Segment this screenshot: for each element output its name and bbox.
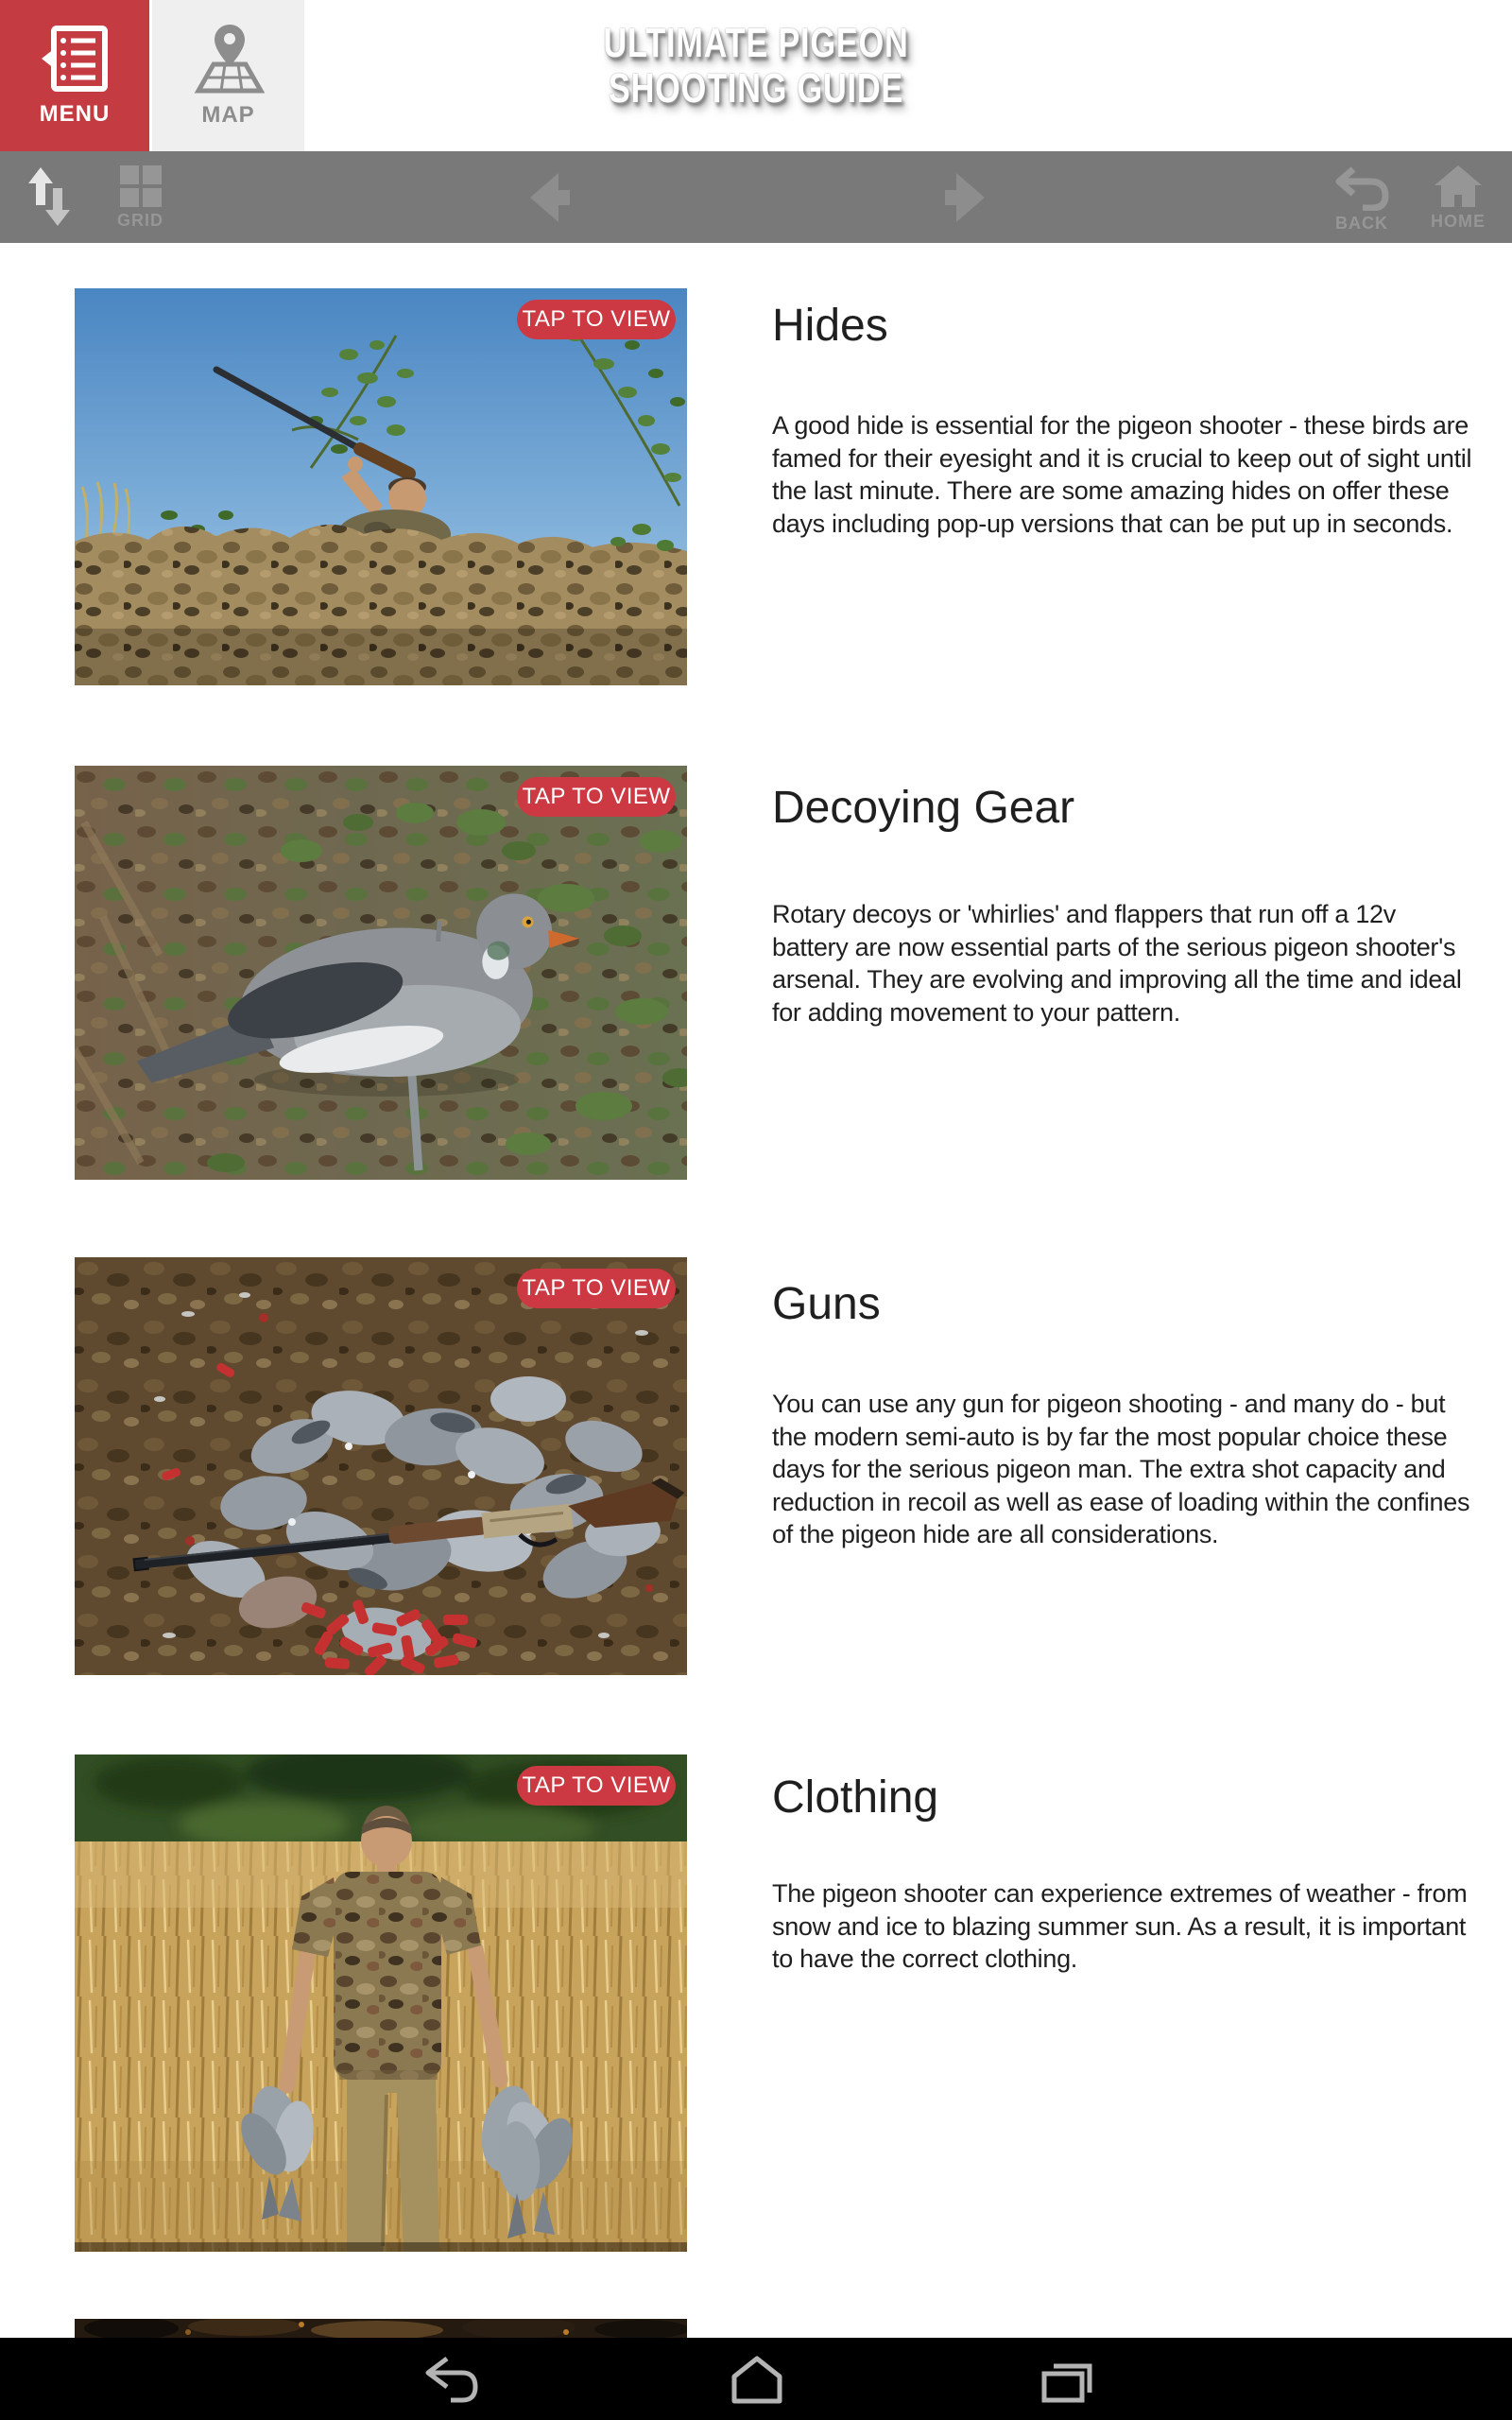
sort-arrows-icon	[26, 165, 72, 228]
app-header	[0, 0, 1512, 151]
app-title-line1: ULTIMATE PIGEON	[603, 20, 909, 66]
home-button[interactable]	[1431, 164, 1486, 232]
android-navigation-bar	[0, 2338, 1512, 2420]
android-recents-button[interactable]	[1009, 2338, 1123, 2420]
previous-page-button[interactable]	[526, 171, 572, 224]
menu-button[interactable]	[0, 0, 149, 151]
map-button[interactable]	[152, 0, 304, 151]
undo-arrow-icon	[1334, 164, 1389, 211]
arrow-left-icon	[526, 171, 572, 224]
map-button-label: MAP	[201, 102, 255, 128]
next-page-button[interactable]	[943, 171, 988, 224]
arrow-right-icon	[943, 171, 988, 224]
android-recents-icon	[1037, 2355, 1095, 2404]
toolbar	[0, 151, 1512, 243]
menu-list-icon	[39, 24, 111, 94]
item-description: You can use any gun for pigeon shooting - and many do - but the modern semi-auto is by far the most popular choice these days for the serious pigeon man. The extra shot capacity and reduction in recoil as well as ease of loading within the confines of the pigeon hide are all considerations.	[772, 1390, 1470, 1549]
app-title	[603, 21, 908, 112]
grid-icon	[119, 164, 163, 208]
item-description: Rotary decoys or 'whirlies' and flappers that run off a 12v battery are now essential parts of the serious pigeon shooter's arsenal. They are evolving and improving all the time and ideal for adding movement to your pattern.	[772, 900, 1462, 1027]
item-title: Clothing	[772, 1772, 939, 1823]
back-button-label: BACK	[1335, 214, 1388, 233]
grid-button-label: GRID	[117, 211, 163, 230]
sort-button[interactable]	[26, 165, 72, 228]
item-title: Hides	[772, 301, 888, 351]
item-description: A good hide is essential for the pigeon shooter - these birds are famed for their eyesight and it is crucial to keep out of sight until the last minute. There are some amazing hides on offer these days including pop-up versions that can be put up in seconds.	[772, 411, 1472, 538]
tap-to-view-badge[interactable]: TAP TO VIEW	[517, 300, 676, 339]
item-photo-clothing[interactable]	[75, 1754, 687, 2252]
tap-to-view-badge[interactable]: TAP TO VIEW	[517, 1269, 676, 1308]
android-back-icon	[419, 2353, 481, 2406]
home-button-label: HOME	[1431, 212, 1486, 231]
hides-photo-illustration	[75, 288, 687, 685]
android-home-icon	[727, 2354, 787, 2405]
app-title-line2: SHOOTING GUIDE	[608, 65, 904, 112]
item-photo-guns[interactable]	[75, 1257, 687, 1675]
item-photo-hides[interactable]	[75, 288, 687, 685]
menu-button-label: MENU	[39, 101, 111, 127]
item-title: Decoying Gear	[772, 783, 1075, 833]
grid-view-button[interactable]	[117, 164, 163, 231]
tap-to-view-badge[interactable]: TAP TO VIEW	[517, 1766, 676, 1806]
item-title: Guns	[772, 1279, 881, 1329]
home-icon	[1433, 164, 1484, 209]
map-pin-icon	[187, 23, 270, 95]
partial-photo-illustration	[75, 2319, 687, 2338]
next-item-photo-partial[interactable]	[75, 2319, 687, 2338]
item-photo-decoying-gear[interactable]	[75, 766, 687, 1180]
guns-photo-illustration	[75, 1257, 687, 1675]
clothing-photo-illustration	[75, 1754, 687, 2252]
android-home-button[interactable]	[700, 2338, 814, 2420]
item-description: The pigeon shooter can experience extremes of weather - from snow and ice to blazing summer sun. As a result, it is important to have the correct clothing.	[772, 1879, 1468, 1974]
back-button[interactable]	[1334, 164, 1389, 233]
android-back-button[interactable]	[393, 2338, 507, 2420]
decoy-photo-illustration	[75, 766, 687, 1180]
tap-to-view-badge[interactable]: TAP TO VIEW	[517, 777, 676, 817]
